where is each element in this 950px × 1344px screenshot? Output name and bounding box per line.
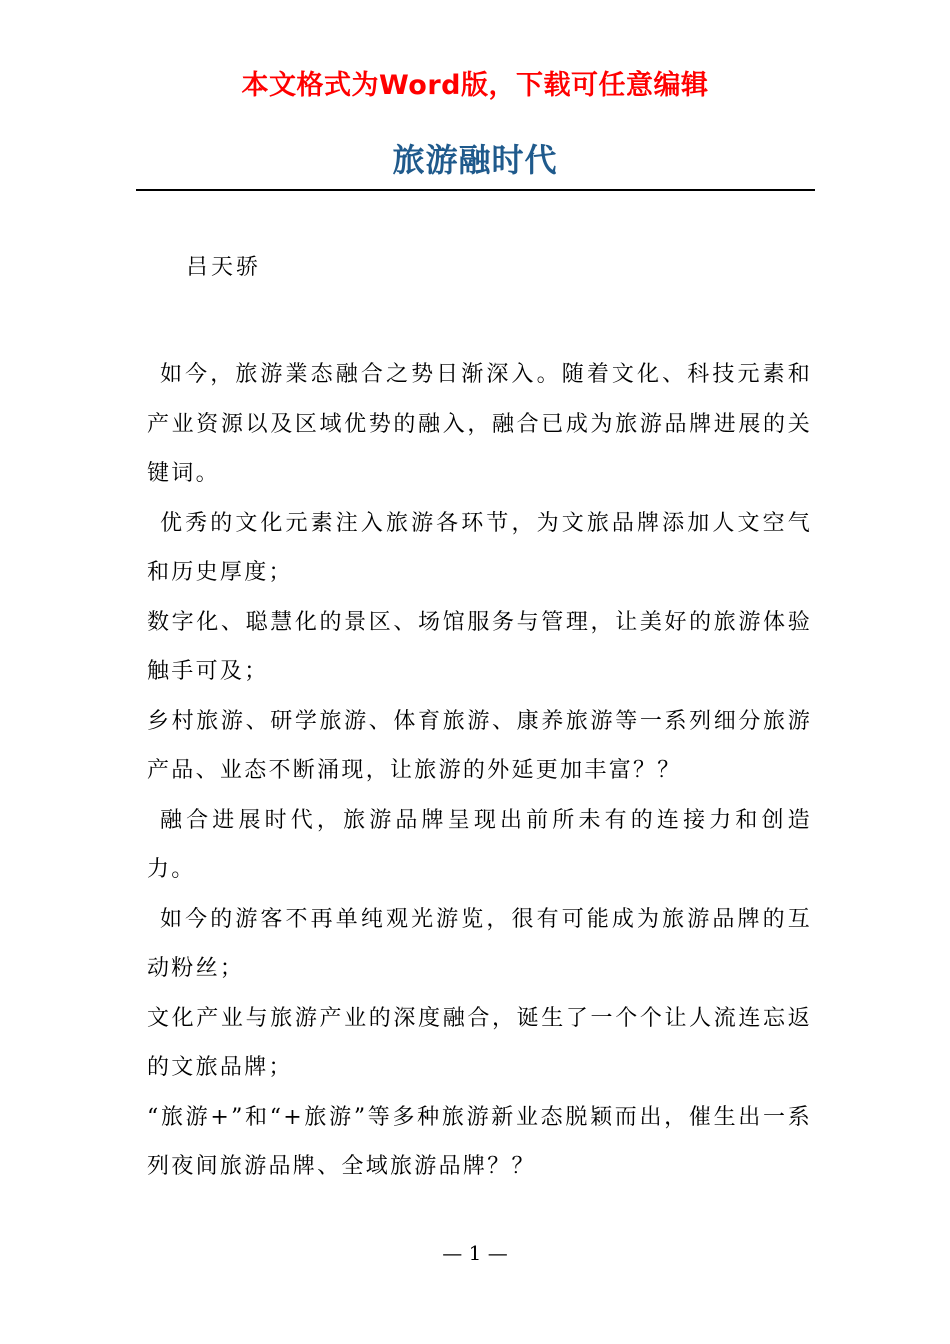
paragraph-4: 乡村旅游、研学旅游、体育旅游、康养旅游等一系列细分旅游产品、业态不断涌现，让旅游的外延更加丰富？？	[147, 708, 812, 783]
paragraph-1: 如今，旅游業态融合之势日渐深入。随着文化、科技元素和产业资源以及区域优势的融入，融合已成为旅游品牌进展的关键词。	[147, 362, 812, 486]
paragraph-2: 优秀的文化元素注入旅游各环节，为文旅品牌添加人文空气和历史厚度；	[147, 510, 812, 585]
paragraph-3: 数字化、聪慧化的景区、场馆服务与管理，让美好的旅游体验触手可及；	[147, 609, 812, 684]
paragraph-7: 文化产业与旅游产业的深度融合，诞生了一个个让人流连忘返的文旅品牌；	[147, 1005, 812, 1080]
word-format-notice: 本文格式为Word版，下载可任意编辑	[241, 70, 709, 101]
article-title: 旅游融时代	[392, 141, 558, 179]
author-name: 吕天骄	[186, 255, 262, 280]
title-divider	[136, 189, 815, 191]
page-number: — 1 —	[442, 1241, 508, 1265]
article-body	[147, 350, 812, 1192]
paragraph-5: 融合进展时代，旅游品牌呈现出前所未有的连接力和创造力。	[147, 807, 812, 882]
paragraph-8: “旅游+”和“+旅游”等多种旅游新业态脱颖而出，催生出一系列夜间旅游品牌、全域旅游品牌？？	[147, 1104, 812, 1179]
paragraph-6: 如今的游客不再单纯观光游览，很有可能成为旅游品牌的互动粉丝；	[147, 906, 812, 981]
